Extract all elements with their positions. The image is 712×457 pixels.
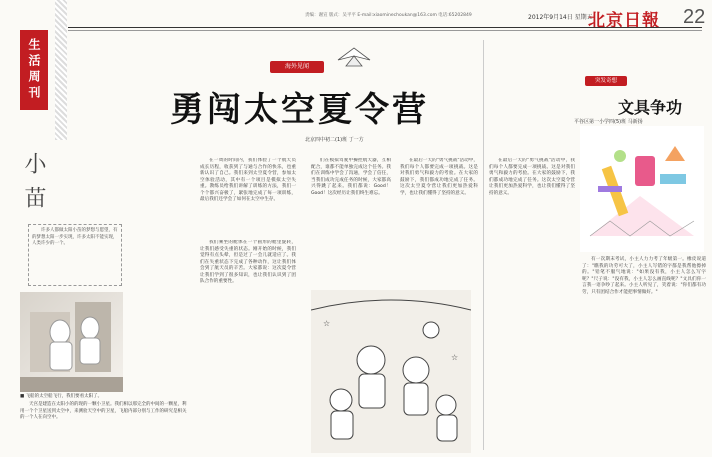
- article-column-2: 我们乘坐的舱体在一个圆形的舱里旋转，让我们感受失重的状态。刚开始的时候，我们觉得有点头晕，但是过了一会儿就适应了。我们在失重状态下完成了各种动作，这让我们体会到了航天员的辛苦。大家都说：这次夏令营让我们学到了很多知识，也让我们认识到了团队合作的重要性。: [200, 240, 296, 284]
- issue-date: 2012年9月14日 星期五: [528, 14, 593, 21]
- article-kicker: 海外见闻: [270, 61, 324, 73]
- paper-crane-icon: [336, 46, 372, 68]
- page-meta-info: 责编：谢宣 版式：吴平平 E-mail:xiaominechoukan@163.com 电话:65202849: [305, 13, 472, 18]
- svg-text:☆: ☆: [323, 319, 331, 328]
- featured-quote: 许多人都做太阳小苗的梦想与愿望，有的梦想太阳一步实现，许多太阳不能实现，人类许少的一个。: [28, 224, 122, 286]
- section-title-stamp: 生活周刊: [20, 30, 48, 110]
- right-article-kicker: 突发奇想: [585, 76, 627, 86]
- right-article-body: 有一次期末考试，小主人力力考了年级第一。橡皮说道了："瞧我的功劳可大了，小主人写错的字都是我帮他擦掉的。"铅笔不服气地说："如果没有我，小主人怎么写字呢？"尺子说："没有我，小主人怎么画直线呢？"文具们你一言我一语争吵了起来。小主人听见了，笑着说："你们都有功劳，只有团结合作才能把事情做好。": [582, 257, 706, 295]
- stationery-illustration: [580, 126, 704, 252]
- photo-caption: ■ 飞船的太空船飞行，我们要看太阳了。: [20, 394, 103, 399]
- header-rule: [68, 27, 702, 28]
- right-article-byline: 平谷区第一小学四(5)班 马新扬: [574, 119, 643, 125]
- article-column-3: 们在模拟驾驶中操控航天器，互相配合，谁都不能单独完成这个任务。我们在训练中学会了沟通，学会了信任，当我们成功完成任务的时候，大家都高兴得跳了起来。我们都说：Good！Good！这次经历让我们终生难忘。: [311, 158, 391, 196]
- left-body-text: 天宫是建造在太阳小的的现的一颗小卫星。我们相以那完全的中间的一颗星，利用一个个卫星送到太空中，来测验天空中的卫星，飞船内部分别与工作的研究是相关的一个人在向空中。: [20, 402, 187, 420]
- astronaut-photo: [20, 292, 123, 392]
- newspaper-brand: 北京日報: [588, 11, 660, 31]
- header-rule-thin: [68, 30, 702, 31]
- column-divider: [483, 40, 484, 450]
- article-column-4: 在最后一天的"勇气挑战"活动中，我们每个人都要完成一项挑战。这是对我们勇气和毅力的考验。在大家的鼓励下，我们都成功地完成了任务。这次太空夏令营让我们更加热爱科学，也让我们懂得了坚持的意义。: [400, 158, 478, 196]
- space-illustration: [311, 290, 471, 453]
- svg-text:☆: ☆: [451, 353, 459, 362]
- article-byline: 北京四中初二(1)班 丁一方: [305, 137, 364, 143]
- page-number: 22: [683, 6, 706, 28]
- article-headline: 勇闯太空夏令营: [170, 90, 429, 130]
- right-article-title: 文具争功: [618, 98, 683, 117]
- decorative-stripe: [55, 0, 67, 140]
- right-column-1: 在最后一天的"勇气挑战"活动中，我们每个人都要完成一项挑战。这是对我们勇气和毅力的考验。在大家的鼓励下，我们都成功地完成了任务。这次太空夏令营让我们更加热爱科学，也让我们懂得了坚持的意义。: [489, 158, 575, 196]
- article-column-1: 在一周的时间内，我们体验了一个航天员成长历程，收获到了与通与合作的快乐，也重新认识了自己。我们来到太空夏令营，参加太空体验活动，其中有一个项目是模拟太空失重。教练员给我们讲解了训练的方法，我们一个个都兴奋极了，紧张地完成了每一项训练，最后我们还学会了如何在太空中生存。: [200, 158, 296, 202]
- featured-name: 小苗: [21, 152, 46, 220]
